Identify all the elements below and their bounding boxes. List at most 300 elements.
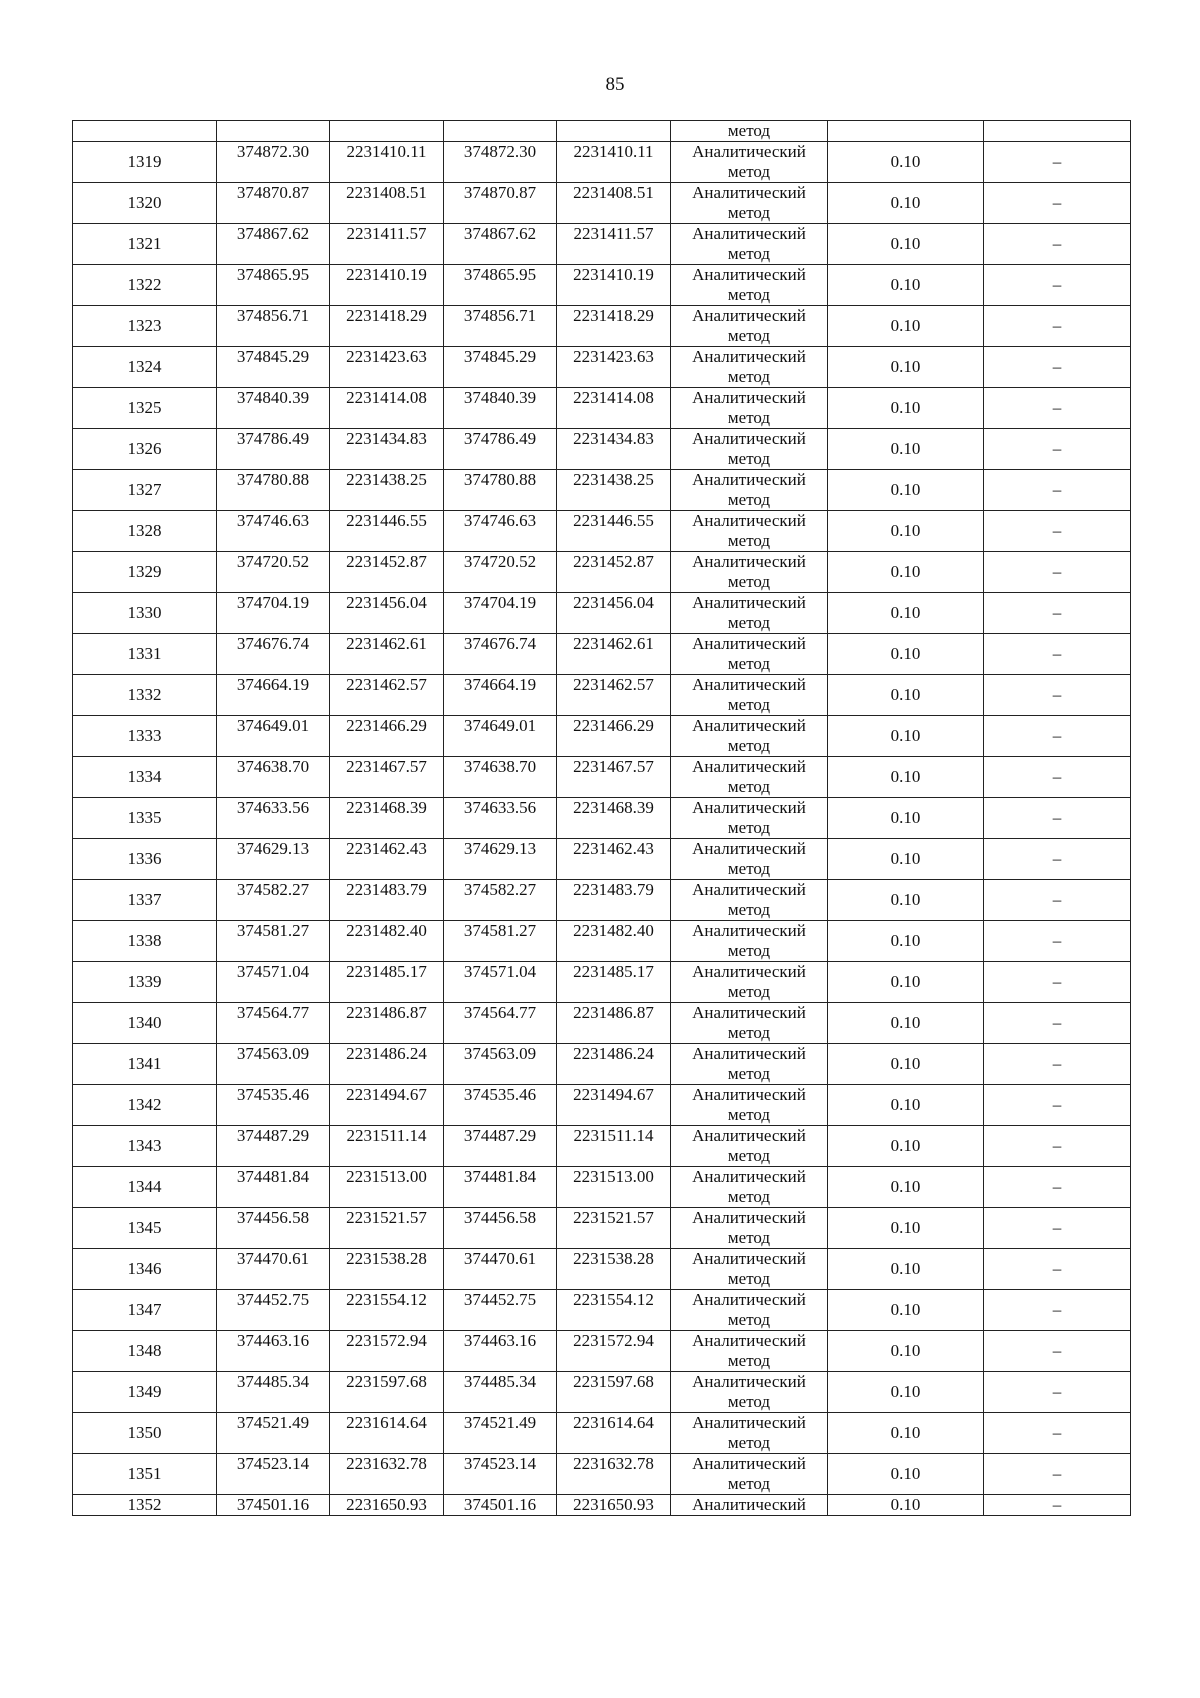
note-dash: – — [984, 798, 1131, 839]
cell-empty — [217, 121, 330, 142]
coord-y-existing: 2231632.78 — [330, 1454, 444, 1495]
note-dash: – — [984, 470, 1131, 511]
point-number: 1350 — [73, 1413, 217, 1454]
accuracy-value: 0.10 — [828, 265, 984, 306]
table-row — [73, 388, 1131, 429]
method-cell — [671, 552, 828, 593]
point-number: 1339 — [73, 962, 217, 1003]
coord-y-new: 2231410.11 — [557, 142, 671, 183]
method-cell — [671, 962, 828, 1003]
method-line-2: метод — [727, 1146, 771, 1165]
coord-x-new: 374456.58 — [444, 1208, 557, 1249]
cell-empty — [444, 121, 557, 142]
coord-x-existing: 374872.30 — [217, 142, 330, 183]
point-number: 1321 — [73, 224, 217, 265]
coord-y-existing: 2231462.57 — [330, 675, 444, 716]
method-cell — [671, 798, 828, 839]
point-number: 1349 — [73, 1372, 217, 1413]
coord-y-new: 2231597.68 — [557, 1372, 671, 1413]
coord-y-new: 2231614.64 — [557, 1413, 671, 1454]
accuracy-value: 0.10 — [828, 757, 984, 798]
coord-y-existing: 2231554.12 — [330, 1290, 444, 1331]
coord-y-new: 2231462.43 — [557, 839, 671, 880]
method-line-2: метод — [727, 449, 771, 468]
accuracy-value: 0.10 — [828, 1249, 984, 1290]
coord-x-new: 374746.63 — [444, 511, 557, 552]
coord-x-existing: 374523.14 — [217, 1454, 330, 1495]
method-line-2: метод — [727, 613, 771, 632]
coord-x-existing: 374780.88 — [217, 470, 330, 511]
method-line-2: метод — [727, 1269, 771, 1288]
note-dash: – — [984, 1085, 1131, 1126]
note-dash: – — [984, 716, 1131, 757]
coord-x-existing: 374840.39 — [217, 388, 330, 429]
method-line-1: Аналитический — [692, 183, 806, 202]
coord-x-new: 374633.56 — [444, 798, 557, 839]
method-line-2: метод — [727, 1433, 771, 1452]
coord-y-new: 2231467.57 — [557, 757, 671, 798]
point-number: 1348 — [73, 1331, 217, 1372]
method-line-2: метод — [727, 408, 771, 427]
accuracy-value: 0.10 — [828, 1290, 984, 1331]
coord-x-new: 374485.34 — [444, 1372, 557, 1413]
coord-x-existing: 374704.19 — [217, 593, 330, 634]
accuracy-value: 0.10 — [828, 552, 984, 593]
coord-y-existing: 2231462.43 — [330, 839, 444, 880]
method-line-1: Аналитический — [692, 306, 806, 325]
method-cell — [671, 183, 828, 224]
point-number: 1323 — [73, 306, 217, 347]
method-line-2: метод — [727, 162, 771, 181]
table-row — [73, 962, 1131, 1003]
method-line-1: Аналитический — [692, 224, 806, 243]
note-dash: – — [984, 265, 1131, 306]
accuracy-value: 0.10 — [828, 839, 984, 880]
table-row — [73, 306, 1131, 347]
note-dash: – — [984, 634, 1131, 675]
coord-y-new: 2231486.87 — [557, 1003, 671, 1044]
point-number: 1330 — [73, 593, 217, 634]
accuracy-value: 0.10 — [828, 183, 984, 224]
method-cell — [671, 593, 828, 634]
coord-y-existing: 2231485.17 — [330, 962, 444, 1003]
coord-y-new: 2231650.93 — [557, 1495, 671, 1516]
coord-x-new: 374571.04 — [444, 962, 557, 1003]
point-number: 1327 — [73, 470, 217, 511]
method-line-1: Аналитический — [692, 347, 806, 366]
table-row — [73, 1126, 1131, 1167]
coord-y-existing: 2231486.24 — [330, 1044, 444, 1085]
method-line-1: Аналитический — [692, 1454, 806, 1473]
method-line-2: метод — [727, 1392, 771, 1411]
accuracy-value: 0.10 — [828, 593, 984, 634]
coord-x-new: 374582.27 — [444, 880, 557, 921]
page-number: 85 — [605, 74, 625, 95]
coord-x-existing: 374564.77 — [217, 1003, 330, 1044]
method-line-2: метод — [727, 326, 771, 345]
method-line-1: Аналитический — [692, 1249, 806, 1268]
point-number: 1335 — [73, 798, 217, 839]
method-cell — [671, 1331, 828, 1372]
method-line-1: Аналитический — [692, 880, 806, 899]
coord-y-existing: 2231410.11 — [330, 142, 444, 183]
point-number: 1326 — [73, 429, 217, 470]
accuracy-value: 0.10 — [828, 1331, 984, 1372]
continuation-row — [73, 121, 1131, 142]
method-cell — [671, 470, 828, 511]
method-continuation: метод — [671, 121, 828, 142]
coord-y-existing: 2231494.67 — [330, 1085, 444, 1126]
accuracy-value: 0.10 — [828, 306, 984, 347]
method-cell: Аналитический — [671, 1495, 828, 1516]
accuracy-value: 0.10 — [828, 224, 984, 265]
accuracy-value: 0.10 — [828, 634, 984, 675]
coord-x-existing: 374638.70 — [217, 757, 330, 798]
point-number: 1341 — [73, 1044, 217, 1085]
method-line-2: метод — [727, 572, 771, 591]
method-line-2: метод — [727, 285, 771, 304]
accuracy-value: 0.10 — [828, 388, 984, 429]
coord-y-new: 2231466.29 — [557, 716, 671, 757]
note-dash: – — [984, 1454, 1131, 1495]
method-line-1: Аналитический — [692, 757, 806, 776]
method-line-2: метод — [727, 367, 771, 386]
coord-y-existing: 2231467.57 — [330, 757, 444, 798]
method-cell — [671, 880, 828, 921]
table-row — [73, 1454, 1131, 1495]
table-row — [73, 347, 1131, 388]
point-number: 1319 — [73, 142, 217, 183]
table-row — [73, 265, 1131, 306]
coord-x-new: 374521.49 — [444, 1413, 557, 1454]
method-line-1: Аналитический — [692, 675, 806, 694]
coord-y-existing: 2231521.57 — [330, 1208, 444, 1249]
accuracy-value: 0.10 — [828, 470, 984, 511]
point-number: 1325 — [73, 388, 217, 429]
table-row — [73, 1085, 1131, 1126]
table-row — [73, 470, 1131, 511]
coord-y-new: 2231468.39 — [557, 798, 671, 839]
table-row — [73, 757, 1131, 798]
coord-x-new: 374845.29 — [444, 347, 557, 388]
method-line-2: метод — [727, 941, 771, 960]
method-line-2: метод — [727, 244, 771, 263]
coord-x-new: 374629.13 — [444, 839, 557, 880]
note-dash: – — [984, 1495, 1131, 1516]
table-row — [73, 183, 1131, 224]
method-cell — [671, 1372, 828, 1413]
table-row — [73, 839, 1131, 880]
point-number: 1337 — [73, 880, 217, 921]
method-cell — [671, 716, 828, 757]
accuracy-value: 0.10 — [828, 1495, 984, 1516]
method-line-2: метод — [727, 777, 771, 796]
accuracy-value: 0.10 — [828, 142, 984, 183]
coord-y-new: 2231456.04 — [557, 593, 671, 634]
note-dash: – — [984, 1413, 1131, 1454]
table-row — [73, 1331, 1131, 1372]
coord-x-new: 374840.39 — [444, 388, 557, 429]
coord-y-new: 2231462.57 — [557, 675, 671, 716]
method-line-2: метод — [727, 490, 771, 509]
coord-y-new: 2231446.55 — [557, 511, 671, 552]
note-dash: – — [984, 880, 1131, 921]
method-line-1: Аналитический — [692, 716, 806, 735]
point-number: 1329 — [73, 552, 217, 593]
method-line-1: Аналитический — [692, 839, 806, 858]
coord-y-existing: 2231452.87 — [330, 552, 444, 593]
coord-y-existing: 2231597.68 — [330, 1372, 444, 1413]
method-line-2: метод — [727, 736, 771, 755]
point-number: 1347 — [73, 1290, 217, 1331]
note-dash: – — [984, 511, 1131, 552]
coord-x-new: 374470.61 — [444, 1249, 557, 1290]
note-dash: – — [984, 142, 1131, 183]
accuracy-value: 0.10 — [828, 1167, 984, 1208]
method-line-1: Аналитический — [692, 1085, 806, 1104]
coord-x-new: 374720.52 — [444, 552, 557, 593]
method-line-2: метод — [727, 1228, 771, 1247]
coord-y-new: 2231408.51 — [557, 183, 671, 224]
method-cell — [671, 1085, 828, 1126]
coord-y-new: 2231513.00 — [557, 1167, 671, 1208]
coord-x-existing: 374463.16 — [217, 1331, 330, 1372]
method-line-1: Аналитический — [692, 1331, 806, 1350]
coord-y-new: 2231521.57 — [557, 1208, 671, 1249]
coord-y-new: 2231423.63 — [557, 347, 671, 388]
note-dash: – — [984, 306, 1131, 347]
table-row — [73, 511, 1131, 552]
accuracy-value: 0.10 — [828, 1126, 984, 1167]
method-cell — [671, 675, 828, 716]
table-row — [73, 1372, 1131, 1413]
coord-y-existing: 2231418.29 — [330, 306, 444, 347]
method-line-1: Аналитический — [692, 1003, 806, 1022]
coord-x-existing: 374521.49 — [217, 1413, 330, 1454]
method-line-2: метод — [727, 1310, 771, 1329]
accuracy-value: 0.10 — [828, 798, 984, 839]
method-cell — [671, 1413, 828, 1454]
coord-x-existing: 374845.29 — [217, 347, 330, 388]
coord-x-existing: 374865.95 — [217, 265, 330, 306]
accuracy-value: 0.10 — [828, 511, 984, 552]
coord-y-existing: 2231410.19 — [330, 265, 444, 306]
method-line-1: Аналитический — [692, 1413, 806, 1432]
table-row — [73, 798, 1131, 839]
coord-y-existing: 2231511.14 — [330, 1126, 444, 1167]
note-dash: – — [984, 429, 1131, 470]
coord-x-new: 374564.77 — [444, 1003, 557, 1044]
coord-x-new: 374786.49 — [444, 429, 557, 470]
coord-x-new: 374664.19 — [444, 675, 557, 716]
note-dash: – — [984, 1003, 1131, 1044]
coord-y-existing: 2231434.83 — [330, 429, 444, 470]
method-line-1: Аналитический — [692, 1208, 806, 1227]
coord-x-new: 374463.16 — [444, 1331, 557, 1372]
coord-x-existing: 374633.56 — [217, 798, 330, 839]
note-dash: – — [984, 1290, 1131, 1331]
method-cell — [671, 757, 828, 798]
method-line-1: Аналитический — [692, 1167, 806, 1186]
coord-y-new: 2231572.94 — [557, 1331, 671, 1372]
coord-x-new: 374523.14 — [444, 1454, 557, 1495]
accuracy-value: 0.10 — [828, 880, 984, 921]
coord-y-new: 2231418.29 — [557, 306, 671, 347]
note-dash: – — [984, 921, 1131, 962]
coord-y-new: 2231410.19 — [557, 265, 671, 306]
accuracy-value: 0.10 — [828, 716, 984, 757]
method-cell — [671, 388, 828, 429]
coord-x-existing: 374629.13 — [217, 839, 330, 880]
accuracy-value: 0.10 — [828, 675, 984, 716]
method-line-2: метод — [727, 203, 771, 222]
coord-y-new: 2231483.79 — [557, 880, 671, 921]
point-number: 1351 — [73, 1454, 217, 1495]
cell-empty — [984, 121, 1131, 142]
method-line-1: Аналитический — [692, 798, 806, 817]
method-line-1: Аналитический — [692, 511, 806, 530]
method-line-1: Аналитический — [692, 429, 806, 448]
table-row — [73, 716, 1131, 757]
accuracy-value: 0.10 — [828, 429, 984, 470]
method-cell — [671, 1208, 828, 1249]
point-number: 1342 — [73, 1085, 217, 1126]
table-row — [73, 1249, 1131, 1290]
point-number: 1343 — [73, 1126, 217, 1167]
method-cell — [671, 265, 828, 306]
table-row — [73, 429, 1131, 470]
coord-y-existing: 2231482.40 — [330, 921, 444, 962]
method-cell — [671, 511, 828, 552]
table-row — [73, 675, 1131, 716]
coord-x-existing: 374856.71 — [217, 306, 330, 347]
coord-x-new: 374581.27 — [444, 921, 557, 962]
point-number: 1344 — [73, 1167, 217, 1208]
coord-x-new: 374563.09 — [444, 1044, 557, 1085]
method-line-2: метод — [727, 900, 771, 919]
accuracy-value: 0.10 — [828, 962, 984, 1003]
table-row — [73, 1044, 1131, 1085]
method-cell — [671, 1167, 828, 1208]
coord-x-new: 374487.29 — [444, 1126, 557, 1167]
note-dash: – — [984, 347, 1131, 388]
coord-x-existing: 374485.34 — [217, 1372, 330, 1413]
coord-x-new: 374856.71 — [444, 306, 557, 347]
point-number: 1322 — [73, 265, 217, 306]
coord-y-new: 2231511.14 — [557, 1126, 671, 1167]
method-line-1: Аналитический — [692, 1126, 806, 1145]
method-line-1: Аналитический — [692, 142, 806, 161]
accuracy-value: 0.10 — [828, 1413, 984, 1454]
table-row — [73, 1003, 1131, 1044]
method-line-1: Аналитический — [692, 593, 806, 612]
coord-y-existing: 2231446.55 — [330, 511, 444, 552]
coordinates-table — [72, 120, 1131, 1516]
coord-y-existing: 2231538.28 — [330, 1249, 444, 1290]
method-cell — [671, 1290, 828, 1331]
method-line-2: метод — [727, 1351, 771, 1370]
method-line-2: метод — [727, 1105, 771, 1124]
note-dash: – — [984, 1331, 1131, 1372]
coord-y-new: 2231632.78 — [557, 1454, 671, 1495]
point-number: 1336 — [73, 839, 217, 880]
coord-y-existing: 2231456.04 — [330, 593, 444, 634]
table-row — [73, 1290, 1131, 1331]
method-line-1: Аналитический — [692, 552, 806, 571]
coord-y-existing: 2231411.57 — [330, 224, 444, 265]
note-dash: – — [984, 757, 1131, 798]
coord-y-new: 2231434.83 — [557, 429, 671, 470]
method-cell — [671, 921, 828, 962]
coord-x-existing: 374456.58 — [217, 1208, 330, 1249]
table-row — [73, 1167, 1131, 1208]
note-dash: – — [984, 1372, 1131, 1413]
accuracy-value: 0.10 — [828, 1044, 984, 1085]
note-dash: – — [984, 593, 1131, 634]
point-number: 1331 — [73, 634, 217, 675]
method-line-1: Аналитический — [692, 470, 806, 489]
method-cell — [671, 1003, 828, 1044]
method-cell — [671, 429, 828, 470]
coord-x-existing: 374649.01 — [217, 716, 330, 757]
coord-x-existing: 374582.27 — [217, 880, 330, 921]
method-line-2: метод — [727, 859, 771, 878]
table-row-last — [73, 1495, 1131, 1516]
coord-x-existing: 374501.16 — [217, 1495, 330, 1516]
coord-x-existing: 374452.75 — [217, 1290, 330, 1331]
method-line-2: метод — [727, 654, 771, 673]
method-cell — [671, 1454, 828, 1495]
method-line-1: Аналитический — [692, 1372, 806, 1391]
coord-y-existing: 2231483.79 — [330, 880, 444, 921]
method-line-1: Аналитический — [692, 388, 806, 407]
accuracy-value: 0.10 — [828, 1208, 984, 1249]
coord-x-existing: 374535.46 — [217, 1085, 330, 1126]
point-number: 1340 — [73, 1003, 217, 1044]
method-line-1: Аналитический — [692, 962, 806, 981]
coord-y-new: 2231411.57 — [557, 224, 671, 265]
coord-y-existing: 2231486.87 — [330, 1003, 444, 1044]
coord-y-existing: 2231408.51 — [330, 183, 444, 224]
table-row — [73, 1208, 1131, 1249]
table-row — [73, 634, 1131, 675]
point-number: 1338 — [73, 921, 217, 962]
coord-x-new: 374535.46 — [444, 1085, 557, 1126]
method-line-2: метод — [727, 1187, 771, 1206]
coord-x-new: 374649.01 — [444, 716, 557, 757]
coord-y-new: 2231462.61 — [557, 634, 671, 675]
accuracy-value: 0.10 — [828, 1085, 984, 1126]
point-number: 1324 — [73, 347, 217, 388]
note-dash: – — [984, 675, 1131, 716]
note-dash: – — [984, 552, 1131, 593]
coord-x-new: 374452.75 — [444, 1290, 557, 1331]
method-line-1: Аналитический — [692, 265, 806, 284]
coord-y-existing: 2231650.93 — [330, 1495, 444, 1516]
coord-x-existing: 374870.87 — [217, 183, 330, 224]
cell-empty — [557, 121, 671, 142]
method-line-2: метод — [727, 1064, 771, 1083]
coord-x-new: 374638.70 — [444, 757, 557, 798]
cell-empty — [73, 121, 217, 142]
point-number: 1328 — [73, 511, 217, 552]
point-number: 1333 — [73, 716, 217, 757]
point-number: 1346 — [73, 1249, 217, 1290]
coord-y-existing: 2231438.25 — [330, 470, 444, 511]
method-line-2: метод — [727, 531, 771, 550]
note-dash: – — [984, 1167, 1131, 1208]
coord-x-new: 374780.88 — [444, 470, 557, 511]
